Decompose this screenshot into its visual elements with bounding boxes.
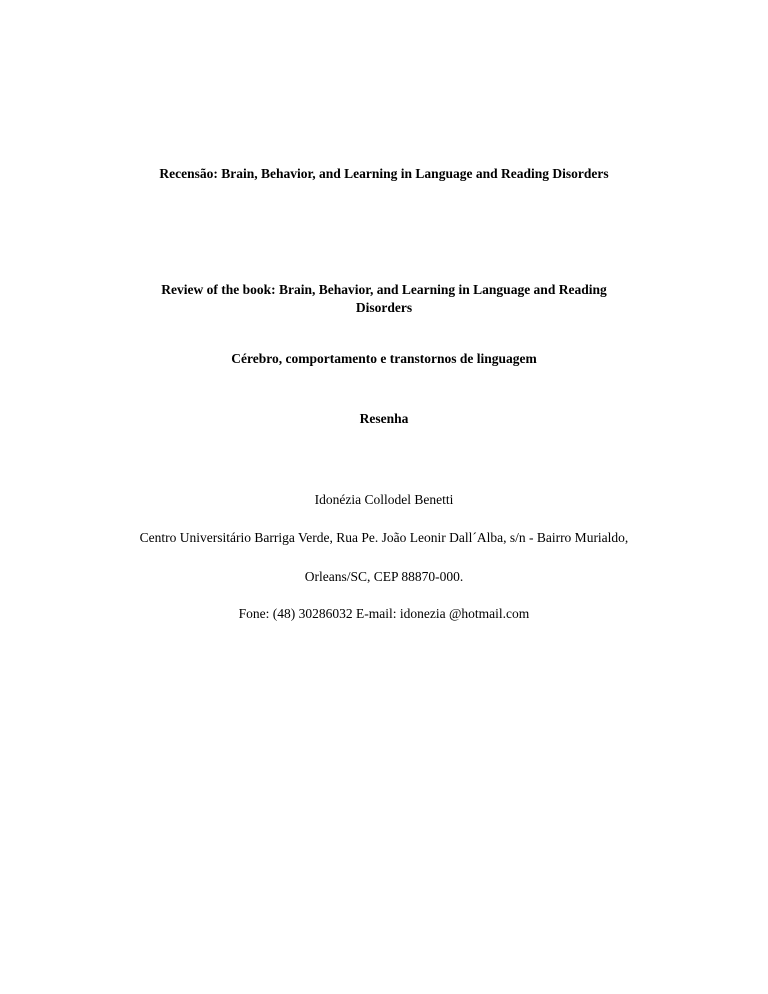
title-english-line2: Disorders bbox=[355, 300, 413, 315]
title-portuguese: Recensão: Brain, Behavior, and Learning in Language and Reading Disorders bbox=[159, 166, 609, 181]
title-portuguese-alt: Cérebro, comportamento e transtornos de linguagem bbox=[231, 351, 537, 366]
title-english-line1: Review of the book: Brain, Behavior, and Learning in Language and Reading bbox=[161, 282, 607, 297]
affiliation-line1: Centro Universitário Barriga Verde, Rua Pe. João Leonir Dall´Alba, s/n - Bairro Murialdo, bbox=[139, 530, 629, 545]
affiliation-line2: Orleans/SC, CEP 88870-000. bbox=[304, 569, 464, 584]
author-name: Idonézia Collodel Benetti bbox=[314, 492, 454, 507]
document-type-label: Resenha bbox=[359, 411, 409, 426]
contact-info: Fone: (48) 30286032 E-mail: idonezia @hotmail.com bbox=[238, 606, 530, 621]
